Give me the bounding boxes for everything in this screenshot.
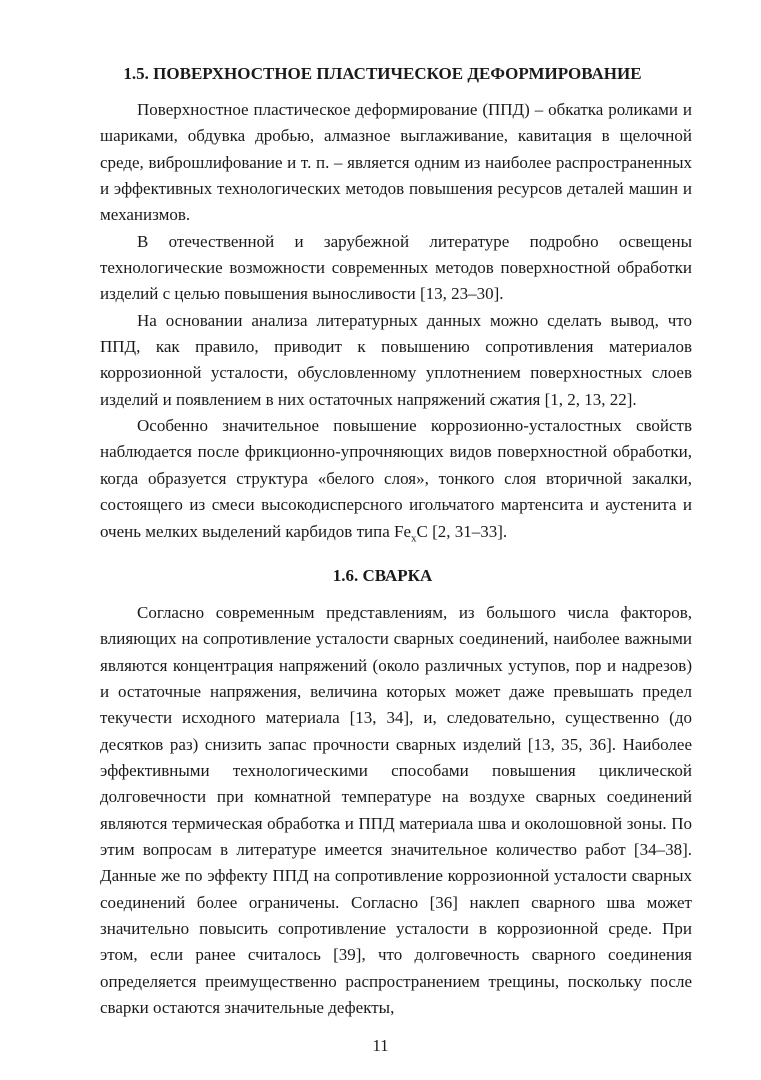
paragraph: [100, 413, 692, 551]
subscript-x: x: [411, 531, 417, 544]
section-heading-1-5: 1.5. ПОВЕРХНОСТНОЕ ПЛАСТИЧЕСКОЕ ДЕФОРМИРОВАНИЕ: [123, 64, 642, 83]
paragraph: Согласно современным представлениям, из большого числа факторов, влияющих на сопротивление усталости сварных соединений, наиболее важными являются концентрация напряжений (около различных уступов, пор и надрезов) и остаточные напряжения, величина которых может даже превышать предел текучести исходного материала [13, 34], и, следовательно, существенно (до десятков раз) снизить запас прочности сварных изделий [13, 35, 36]. Наиболее эффективными технологическими способами повышения циклической долговечности при комнатной температуре на воздухе сварных соединений являются термическая обработка и ППД материала шва и околошовной зоны. По этим вопросам в литературе имеется значительное количество работ [34–38]. Данные же по эффекту ППД на сопротивление коррозионной усталости сварных соединений более ограничены. Согласно [36] наклеп сварного шва может значительно повысить сопротивление усталости в коррозионной среде. При этом, если ранее считалось [39], что долговечность сварного соединения определяется преимущественно распространением трещины, поскольку после сварки остаются значительные дефекты,: [100, 603, 692, 1018]
paragraph: В отечественной и зарубежной литературе подробно освещены технологические возможности современных методов поверхностной обработки изделий с целью повышения выносливости [13, 23–30].: [100, 231, 692, 304]
section-body-1-6: [100, 600, 692, 1022]
paragraph: На основании анализа литературных данных можно сделать вывод, что ППД, как правило, приводит к повышению сопротивления материалов коррозионной усталости, обусловленному уплотнением поверхностных слоев изделий и появлением в них остаточных напряжений сжатия [1, 2, 13, 22].: [100, 310, 692, 409]
page-number: 11: [372, 1036, 389, 1055]
section-heading-1-6: 1.6. СВАРКА: [332, 566, 433, 585]
paragraph-text: Особенно значительное повышение коррозионно-усталостных свойств наблюдается после фрикционно-упрочняющих видов поверхностной обработки, когда образуется структура «белого слоя», тонкого слоя вторичной закалки, состоящего из смеси высокодисперсного игольчатого мартенсита и аустенита и очень мелких выделений карбидов типа Fe: [100, 416, 692, 541]
paragraph: Поверхностное пластическое деформирование (ППД) – обкатка роликами и шариками, обдувка дробью, алмазное выглаживание, кавитация в щелочной среде, виброшлифование и т. п. – является одним из наиболее распространенных и эффективных технологических методов повышения ресурсов деталей машин и механизмов.: [100, 100, 692, 225]
section-body-1-5: [100, 97, 692, 551]
paragraph-text-tail: C [2, 31–33].: [416, 521, 508, 541]
